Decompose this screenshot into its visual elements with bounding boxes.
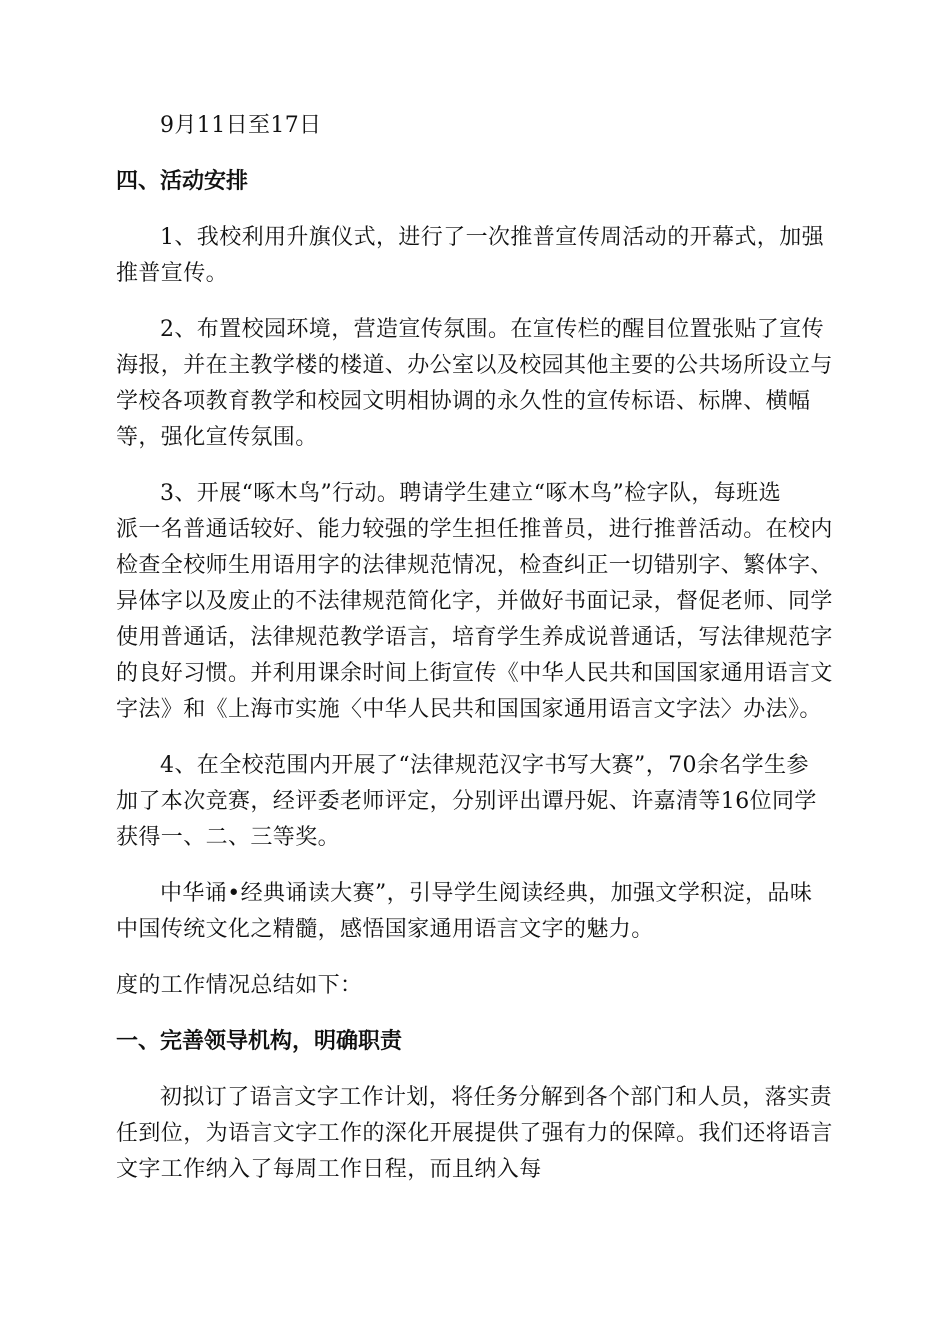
text-line: 异体字以及废止的不法律规范简化字，并做好书面记录，督促老师、同学 — [116, 589, 833, 614]
text-line: 推普宣传。 — [116, 261, 229, 286]
text-line: 文字工作纳入了每周工作日程，而且纳入每 — [116, 1157, 542, 1182]
summary-paragraph — [116, 968, 834, 1004]
paragraph-item-4 — [116, 748, 834, 856]
text-line: 加了本次竞赛，经评委老师评定，分别评出谭丹妮、许嘉清等16位同学 — [116, 789, 817, 814]
date-paragraph — [116, 108, 834, 144]
paragraph-item-2 — [116, 312, 834, 456]
text-line: 初拟订了语言文字工作计划，将任务分解到各个部门和人员，落实责 — [160, 1085, 833, 1110]
paragraph-item-6 — [116, 1080, 834, 1188]
text-line: 4、在全校范围内开展了“法律规范汉字书写大赛”，70余名学生参 — [160, 753, 809, 778]
paragraph-item-1 — [116, 220, 834, 292]
text-line: 的良好习惯。并利用课余时间上街宣传《中华人民共和国国家通用语言文 — [116, 661, 833, 686]
text-line: 获得一、二、三等奖。 — [116, 825, 341, 850]
section-heading-leadership: 一、完善领导机构，明确职责 — [116, 1029, 403, 1054]
text-line: 3、开展“啄木鸟”行动。聘请学生建立“啄木鸟”检字队，每班选 — [160, 481, 781, 506]
text-line: 字法》和《上海市实施〈中华人民共和国国家通用语言文字法〉办法》。 — [116, 697, 822, 722]
text-line: 使用普通话，法律规范教学语言，培育学生养成说普通话，写法律规范字 — [116, 625, 833, 650]
paragraph-item-5 — [116, 876, 834, 948]
text-line: 1、我校利用升旗仪式，进行了一次推普宣传周活动的开幕式，加强 — [160, 225, 824, 250]
text-line: 学校各项教育教学和校园文明相协调的永久性的宣传标语、标牌、横幅 — [116, 389, 811, 414]
text-line: 2、布置校园环境，营造宣传氛围。在宣传栏的醒目位置张贴了宣传 — [160, 317, 824, 342]
text-line: 海报，并在主教学楼的楼道、办公室以及校园其他主要的公共场所设立与 — [116, 353, 833, 378]
document-page — [116, 108, 834, 1208]
text-line: 中国传统文化之精髓，感悟国家通用语言文字的魅力。 — [116, 917, 654, 942]
paragraph-item-3 — [116, 476, 834, 728]
date-line: 9月11日至17日 — [160, 113, 322, 138]
text-line: 任到位，为语言文字工作的深化开展提供了强有力的保障。我们还将语言 — [116, 1121, 833, 1146]
text-line: 等，强化宣传氛围。 — [116, 425, 318, 450]
text-line: 检查全校师生用语用字的法律规范情况，检查纠正一切错别字、繁体字、 — [116, 553, 833, 578]
summary-line: 度的工作情况总结如下： — [116, 973, 363, 998]
text-line: 中华诵•经典诵读大赛”，引导学生阅读经典，加强文学积淀，品味 — [160, 881, 813, 906]
text-line: 派一名普通话较好、能力较强的学生担任推普员，进行推普活动。在校内 — [116, 517, 833, 542]
section-heading-activities: 四、活动安排 — [116, 169, 249, 194]
